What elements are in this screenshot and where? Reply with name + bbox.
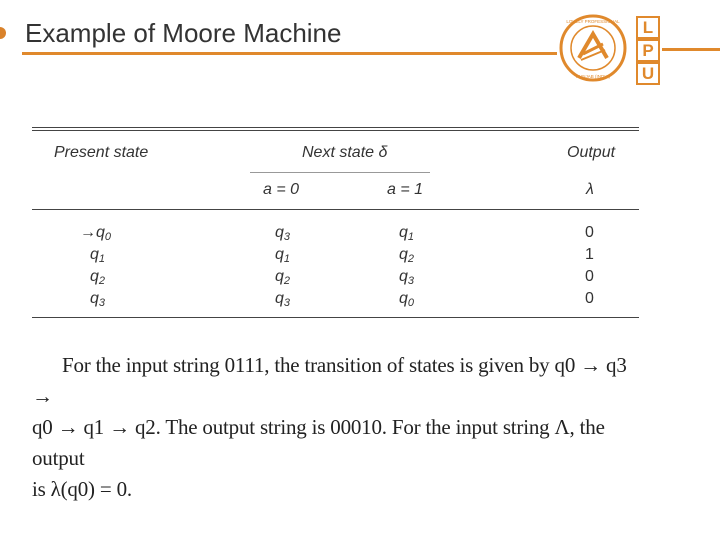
row-2-a0 bbox=[275, 268, 290, 287]
row-0-a1-text: q bbox=[399, 224, 408, 241]
row-2-state bbox=[90, 268, 105, 287]
subheader-lambda: λ bbox=[586, 181, 594, 198]
logo-letter-u: U bbox=[636, 62, 660, 85]
row-0-a1 bbox=[399, 224, 414, 243]
row-1-state-text: q bbox=[90, 246, 99, 263]
paragraph-line-2: q0 → q1 → q2. The output string is 00010. For the input string Λ, the output bbox=[32, 415, 605, 470]
svg-text:LOVELY PROFESSIONAL: LOVELY PROFESSIONAL bbox=[566, 19, 620, 24]
subheader-rule bbox=[250, 172, 430, 173]
row-3-a1-text: q bbox=[399, 290, 408, 307]
row-0-state-sub: 0 bbox=[104, 231, 112, 243]
row-3-state bbox=[90, 290, 105, 309]
row-2-a0-text: q bbox=[275, 268, 284, 285]
explanation-paragraph bbox=[32, 350, 642, 505]
row-3-output: 0 bbox=[585, 290, 594, 307]
row-1-a0 bbox=[275, 246, 290, 265]
row-1-output: 1 bbox=[585, 246, 594, 263]
row-1-a0-sub: 1 bbox=[283, 253, 291, 265]
row-3-a0-text: q bbox=[275, 290, 284, 307]
title-underline bbox=[22, 52, 557, 55]
row-0-state bbox=[80, 224, 111, 243]
row-1-state bbox=[90, 246, 105, 265]
table-bottom-rule bbox=[32, 317, 639, 318]
row-1-state-sub: 1 bbox=[98, 253, 106, 265]
slide-title: Example of Moore Machine bbox=[25, 18, 342, 48]
paragraph-line-3: is λ(q0) = 0. bbox=[32, 477, 132, 501]
row-0-a0 bbox=[275, 224, 290, 243]
row-0-state-text: →q bbox=[80, 224, 105, 241]
title-bullet bbox=[0, 27, 6, 39]
row-3-a1-sub: 0 bbox=[407, 297, 415, 309]
table-header-rule bbox=[32, 209, 639, 210]
row-3-a0-sub: 3 bbox=[283, 297, 291, 309]
row-2-output: 0 bbox=[585, 268, 594, 285]
row-2-a1 bbox=[399, 268, 414, 287]
row-1-a0-text: q bbox=[275, 246, 284, 263]
row-1-a1-text: q bbox=[399, 246, 408, 263]
header-output: Output bbox=[567, 144, 616, 161]
paragraph-line-1: For the input string 0111, the transition of states is given by q0 → q3 → bbox=[32, 353, 627, 408]
row-2-a1-sub: 3 bbox=[407, 275, 415, 287]
row-2-a1-text: q bbox=[399, 268, 408, 285]
row-3-state-sub: 3 bbox=[98, 297, 106, 309]
row-3-a1 bbox=[399, 290, 414, 309]
transition-table bbox=[32, 125, 639, 320]
header-present-state: Present state bbox=[54, 144, 149, 161]
logo-letter-l: L bbox=[636, 16, 660, 39]
row-0-a0-text: q bbox=[275, 224, 284, 241]
row-0-a1-sub: 1 bbox=[407, 231, 415, 243]
header-next-state: Next state δ bbox=[302, 144, 388, 161]
logo-letter-p: P bbox=[636, 39, 660, 62]
svg-text:PUNJAB (INDIA): PUNJAB (INDIA) bbox=[575, 74, 611, 79]
row-2-a0-sub: 2 bbox=[283, 275, 291, 287]
row-0-a0-sub: 3 bbox=[283, 231, 291, 243]
subheader-a0: a = 0 bbox=[263, 181, 300, 198]
row-1-a1 bbox=[399, 246, 414, 265]
table-top-rule bbox=[32, 127, 639, 128]
table-top-rule-2 bbox=[32, 130, 639, 131]
row-0-output: 0 bbox=[585, 224, 594, 241]
row-1-a1-sub: 2 bbox=[407, 253, 415, 265]
row-3-a0 bbox=[275, 290, 290, 309]
row-2-state-text: q bbox=[90, 268, 99, 285]
title-underline-right bbox=[662, 48, 720, 51]
row-2-state-sub: 2 bbox=[98, 275, 106, 287]
subheader-a1: a = 1 bbox=[387, 181, 424, 198]
row-3-state-text: q bbox=[90, 290, 99, 307]
university-seal-icon bbox=[559, 14, 627, 82]
